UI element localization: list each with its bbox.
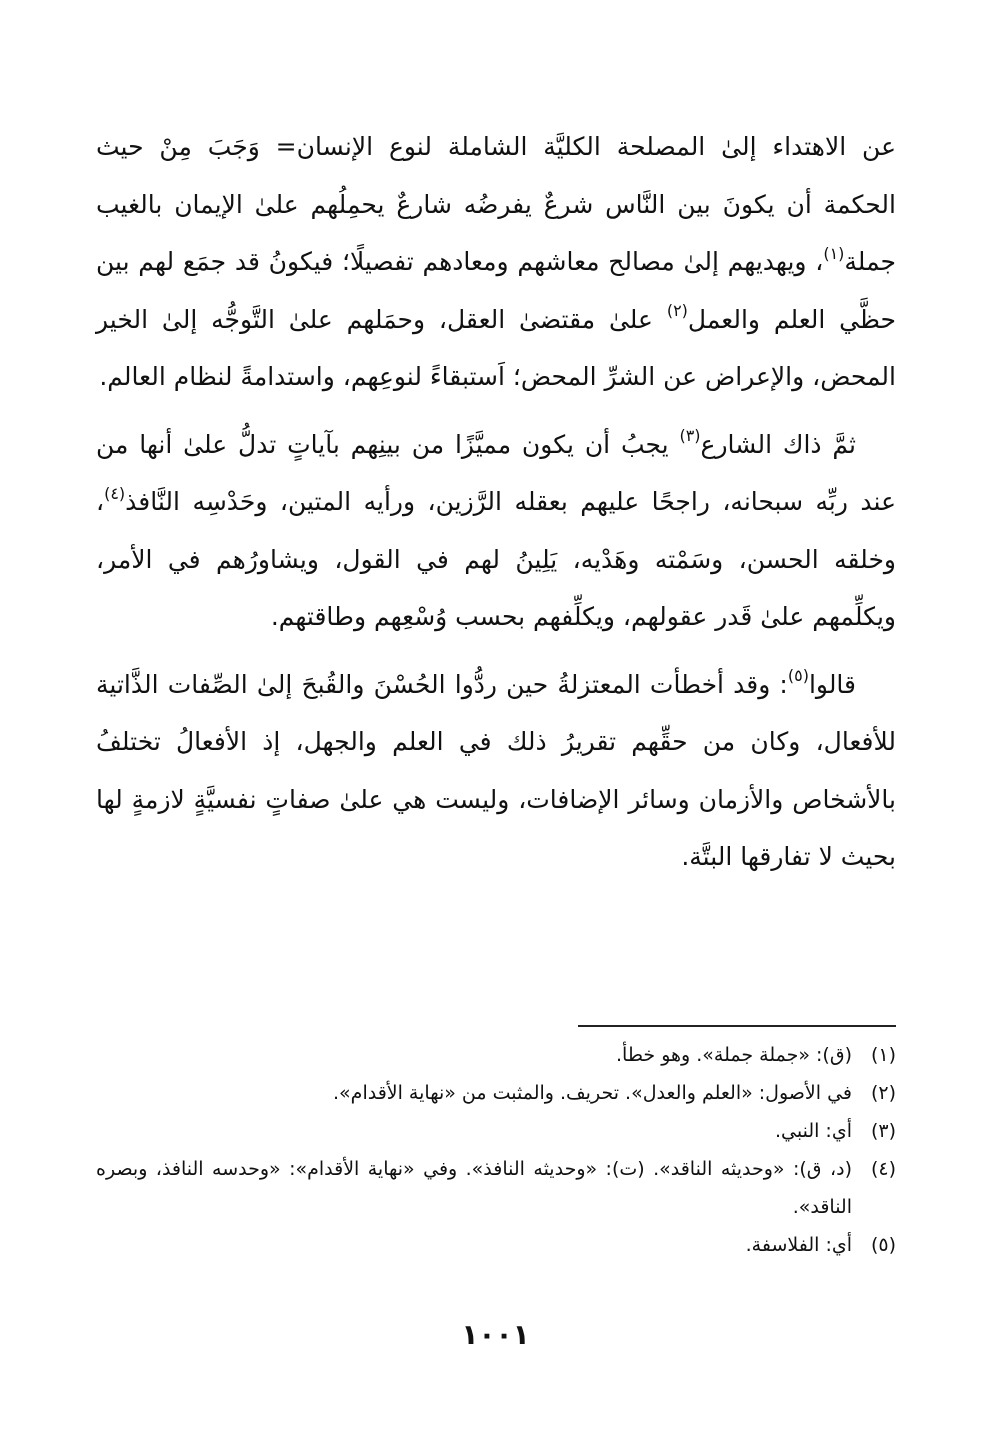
paragraph-2-text-3: ، وخلقه الحسن، وسَمْته وهَدْيه، يَلِينُ لهم في القول، ويشاورُهم في الأمر، ويكلِّمهم علىٰ قَدر عقولهم، ويكلِّفهم بحسب وُسْعِهم وطاقتهم. bbox=[96, 487, 896, 631]
footnote-2 bbox=[96, 1074, 896, 1112]
footnote-number: (٤) bbox=[870, 1158, 896, 1180]
footnote-text: (د، ق): «وحديثه الناقد». (ت): «وحديثه النافذ». وفي «نهاية الأقدام»: «وحدسه النافذ، وبصره الناقد». bbox=[96, 1158, 852, 1218]
footnote-text: (ق): «جملة جملة». وهو خطأ. bbox=[616, 1044, 852, 1066]
footnote-ref-1[interactable]: (١) bbox=[823, 243, 845, 263]
paragraph-3-text-2: : وقد أخطأت المعتزلةُ حين ردُّوا الحُسْنَ والقُبحَ إلىٰ الصِّفات الذَّاتية للأفعال، وكان من حقِّهم تقريرُ ذلك في العلم والجهل، إذ الأفعالُ تختلفُ بالأشخاص والأزمان وسائر الإضافات، وليست هي علىٰ صفاتٍ نفسيَّةٍ لازمةٍ لها بحيث لا تفارقها البتَّة. bbox=[96, 669, 896, 871]
paragraph-gap bbox=[96, 406, 896, 416]
paragraph-3-text-1: قالوا bbox=[808, 669, 856, 699]
footnote-ref-2[interactable]: (٢) bbox=[666, 301, 688, 321]
footnote-5 bbox=[96, 1226, 896, 1264]
footnote-1 bbox=[96, 1036, 896, 1074]
footnote-number: (٣) bbox=[870, 1120, 896, 1142]
footnote-4 bbox=[96, 1150, 896, 1226]
paragraph-1-text-1: عن الاهتداء إلىٰ المصلحة الكليَّة الشاملة لنوع الإنسان= وَجَبَ مِنْ حيث الحكمة أن يكونَ بين النَّاس شرعٌ يفرضُه شارعٌ يحمِلُهم علىٰ الإيمان بالغيب جملة bbox=[96, 132, 896, 276]
footnote-number: (٥) bbox=[870, 1234, 896, 1256]
footnote-number: (١) bbox=[870, 1044, 896, 1066]
footnote-text: في الأصول: «العلم والعدل». تحريف. والمثبت من «نهاية الأقدام». bbox=[333, 1082, 852, 1104]
footnote-number: (٢) bbox=[870, 1082, 896, 1104]
footnote-separator bbox=[578, 1025, 896, 1027]
page-number: ١٠٠١ bbox=[461, 1318, 530, 1351]
main-text bbox=[96, 118, 896, 886]
paragraph-3 bbox=[96, 656, 896, 886]
paragraph-1 bbox=[96, 118, 896, 406]
paragraph-2-text-2: يجبُ أن يكون مميَّزًا من بينِهم بآياتٍ تدلُّ علىٰ أنها من عند ربِّه سبحانه، راجحًا عليهم بعقله الرَّزين، ورأيه المتين، وحَدْسِه النَّافذ bbox=[96, 429, 896, 516]
paragraph-1-text-3: علىٰ مقتضىٰ العقل، وحمَلهم علىٰ التَّوجُّه إلىٰ الخير المحض، والإعراض عن الشرِّ المحض؛ اَستبقاءً لنوعِهم، واستدامةً لنظام العالم. bbox=[96, 304, 896, 391]
footnote-ref-3[interactable]: (٣) bbox=[679, 426, 701, 446]
footnote-3 bbox=[96, 1112, 896, 1150]
footnote-ref-4[interactable]: (٤) bbox=[104, 483, 126, 503]
footnotes bbox=[96, 1036, 896, 1264]
footnote-text: أي: الفلاسفة. bbox=[745, 1234, 852, 1256]
footnote-ref-5[interactable]: (٥) bbox=[787, 666, 809, 686]
paragraph-2 bbox=[96, 416, 896, 646]
paragraph-gap bbox=[96, 646, 896, 656]
paragraph-1-text-2: ، ويهديهم إلىٰ مصالح معاشهم ومعادهم تفصيلًا؛ فيكونُ قد جمَع لهم بين حظَّي العلم والعمل bbox=[96, 247, 896, 334]
paragraph-2-text-1: ثمَّ ذاك الشارع bbox=[700, 429, 856, 459]
footnote-text: أي: النبي. bbox=[774, 1120, 852, 1142]
